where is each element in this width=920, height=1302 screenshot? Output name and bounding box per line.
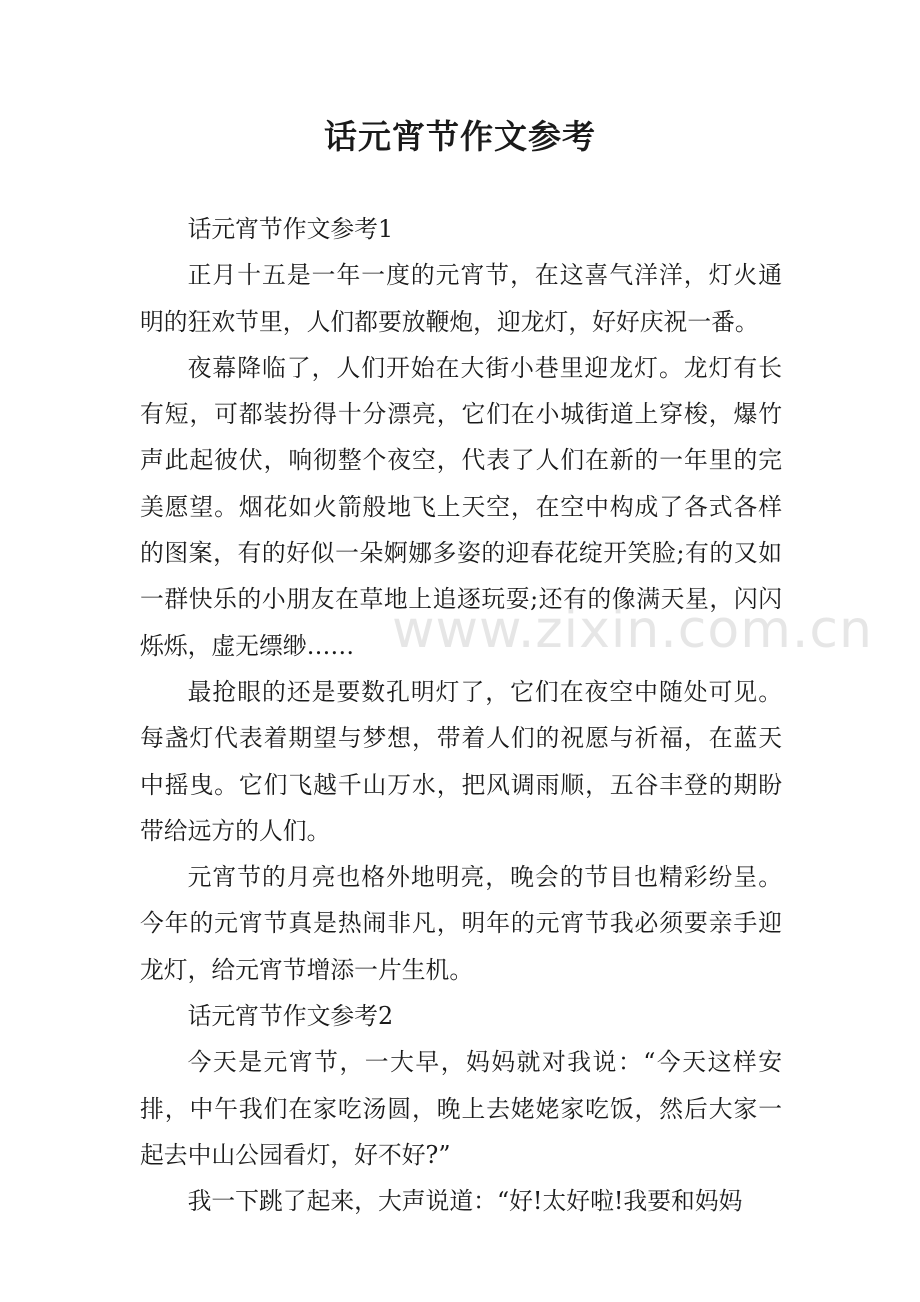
section-heading-2: 话元宵节作文参考2 (187, 1002, 394, 1031)
paragraph: 今天是元宵节，一大早，妈妈就对我说：“今天这样安排，中午我们在家吃汤圆，晚上去姥姥家吃饭，然后大家一起去中山公园看灯，好不好?” (140, 1048, 782, 1169)
paragraph: 夜幕降临了，人们开始在大街小巷里迎龙灯。龙灯有长有短，可都装扮得十分漂亮，它们在小城街道上穿梭，爆竹声此起彼伏，响彻整个夜空，代表了人们在新的一年里的完美愿望。烟花如火箭般地飞上天空，在空中构成了各式各样的图案，有的好似一朵婀娜多姿的迎春花绽开笑脸;有的又如一群快乐的小朋友在草地上追逐玩耍;还有的像满天星，闪闪烁烁，虚无缥缈…… (140, 353, 782, 660)
paragraph: 最抢眼的还是要数孔明灯了，它们在夜空中随处可见。每盏灯代表着期望与梦想，带着人们的祝愿与祈福，在蓝天中摇曳。它们飞越千山万水，把风调雨顺，五谷丰登的期盼带给远方的人们。 (140, 677, 782, 845)
watermark: www.zixin.com.cn (392, 600, 873, 660)
section-heading-1: 话元宵节作文参考1 (187, 215, 394, 243)
document-body (140, 206, 782, 1225)
paragraph: 正月十五是一年一度的元宵节，在这喜气洋洋，灯火通明的狂欢节里，人们都要放鞭炮，迎龙灯，好好庆祝一番。 (140, 261, 782, 336)
paragraph: 元宵节的月亮也格外地明亮，晚会的节目也精彩纷呈。今年的元宵节真是热闹非凡，明年的元宵节我必须要亲手迎龙灯，给元宵节增添一片生机。 (140, 863, 782, 984)
paragraph: 我一下跳了起来，大声说道：“好!太好啦!我要和妈妈 (187, 1187, 743, 1216)
page-title: 话元宵节作文参考 (324, 117, 596, 156)
